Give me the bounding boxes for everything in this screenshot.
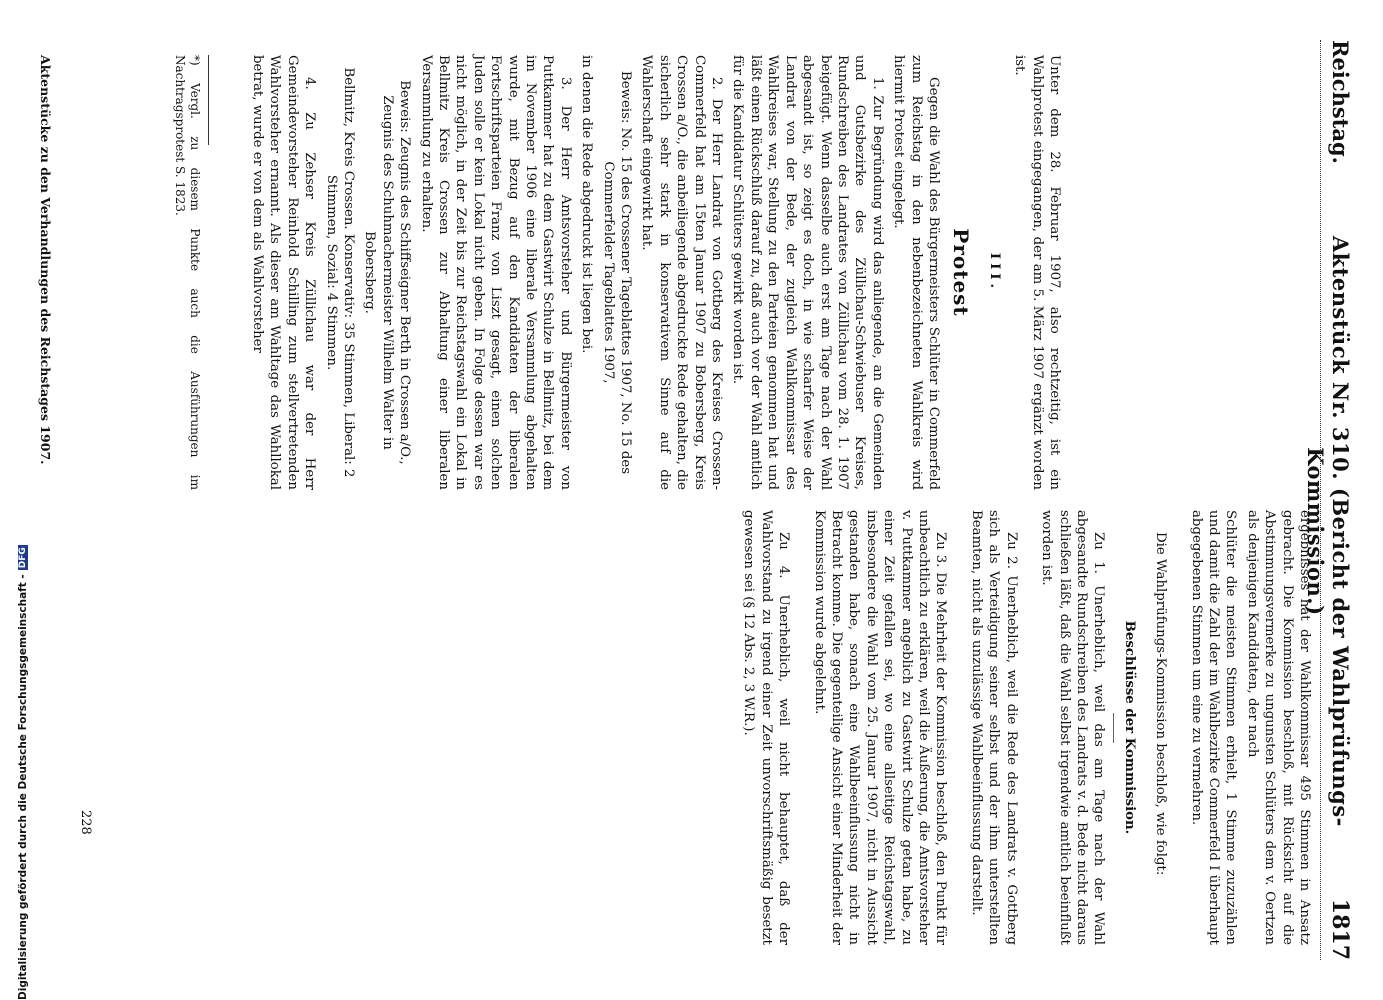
- bottom-page-number: 228: [78, 810, 93, 835]
- protest-evidence-2: Beweis: Zeugnis des Schiffseigner Berth in Crossen a/O., Zeugnis des Schuhmachermeister Wilhelm Walter in Bobersberg.: [362, 80, 413, 465]
- decision-1: Zu 1. Unerheblich, weil das am Tage nach der Wahl abgesandte Rundschreiben des Landrats v. d. Bede nicht daraus schließen läßt, daß die Wahl selbst irgendwie amtlich beeinflußt worden ist.: [1039, 510, 1107, 945]
- footer-line: Aktenstücke zu den Verhandlungen des Reichstages 1907.: [38, 55, 53, 465]
- credit-text: Digitalisierung gefördert durch die Deutsche Forschungsgemeinschaft -: [17, 574, 29, 1000]
- protest-p7: 4. Zu Zehser Kreis Züllichau war der Herr Gemeindevorsteher Reinhold Schilling zum stellvertretenden Wahlvorsteher ernannt. Als dieser am Wahltage das Wahllokal betrat, wurde er von dem als Wahlvorsteher: [249, 55, 318, 490]
- commission-intro: Die Wahlprüfungs-Kommission beschloß, wie folgt:: [1153, 532, 1169, 876]
- decision-2: Zu 2. Unerheblich, weil die Rede des Landrats v. Gottberg sich als Verteidigung seiner selbst und der ihm unterstellten Beamten, nicht als unzulässige Wahlbeeinflussung darstellt.: [968, 510, 1019, 945]
- protest-evidence-1b: in denen die Rede abgedruckt ist liegen bei.: [579, 55, 595, 354]
- protest-p2: 1. Zur Begründung wird das anliegende, an die Gemeinden und Gutsbezirke des Züllichau-Schwiebuser Kreises, Rundschreiben des Landrates von Züllichau vom 28. 1. 1907 beigefügt. Wenn dasselbe auch erst am Tage nach der Wahl abgesandt ist, so zeigt es doch, in wie scharfer Weise der Landrat von der Bede, der zugleich Wahlkommissar des Wahlkreises war, Stellung zu den Parteien genommen hat und läßt einen Rückschluß darauf zu, daß auch vor der Wahl amtlich für die Kandidatur Schlüters gewirkt worden ist.: [730, 55, 885, 490]
- protest-heading: Protest: [949, 228, 974, 317]
- footnote-rule: [208, 55, 209, 145]
- protest-column: [168, 55, 1313, 490]
- header-title: Aktenstück Nr. 310. (Bericht der Wahlprüfungs-Kommission.): [1303, 235, 1353, 827]
- intro-paragraph: Unter dem 28. Februar 1907, also rechtzeitig, ist ein Wahlprotest eingegangen, der am 5. März 1907 ergänzt worden ist.: [1012, 55, 1062, 490]
- digitization-credit: [15, 0, 31, 1000]
- dfg-logo: DFG: [18, 547, 28, 569]
- decision-3: Zu 3. Die Mehrheit der Kommission beschloß, den Punkt für unbeachtlich zu erklären, weil die Äußerung, die Amtsvorsteher v. Puttkammer angeblich zu Gastwirt Schulze getan habe, zu einer Zeit gefallen sei, wo eine allseitige Reichstagswahl, insbesondere die Wahl vom 25. Januar 1907, nicht in Aussicht gestanden habe, sonach eine Wahlbeeinflussung nicht in Betracht komme. Die gegenteilige Ansicht einer Minderheit der Kommission wurde abgelehnt.: [811, 510, 949, 945]
- protest-vote-counts: Bellmitz, Kreis Crossen. Konservativ: 35 Stimmen, Liberal: 2 Stimmen, Sozial: 4 Stimmen.: [323, 67, 356, 478]
- carryover-paragraph: ergebnisses hat der Wahlkommissar 495 Stimmen in Ansatz gebracht. Die Kommission beschloß, mit Rücksicht auf die Abstimmungsvermerke zu ungunsten Schlüters dem v. Oertzen als denjenigen Kandidaten, der nach: [1244, 510, 1312, 945]
- commission-column: [736, 510, 1313, 945]
- protest-p5: 3. Der Herr Amtsvorsteher und Bürgermeister von Puttkammer hat zu dem Gastwirt Schulze in Bellmitz, bei dem im November 1906 eine liberale Versammlung abgehalten wurde, mit Bezug auf den Kandidaten der liberalen Fortschriftsparteien Franz von Liszt gesagt, einen solchen Juden solle er kein Lokal nicht geben. In Folge dessen war es nicht möglich, in der Zeit bis zur Reichstagswahl ein Lokal in Bellmitz Kreis Crossen zur Abhaltung einer liberalen Versammlung zu erhalten.: [418, 55, 573, 490]
- carryover-paragraph-2: Schlüter die meisten Stimmen erhielt, 1 Stimme zuzuzählen und damit die Zahl der im Wahlbezirke Commerfeld I überhaupt abgegebenen Stimmen um eine zu vermehren.: [1188, 510, 1239, 945]
- decision-4: Zu 4. Unerheblich, weil nicht behauptet, daß der Wahlvorstand zu irgend einer Zeit unvorschriftsmäßig besetzt gewesen sei (§ 12 Abs. 2, 3 W.R.).: [741, 510, 792, 945]
- protest-evidence-1: Beweis: No. 15 des Crossener Tageblattes 1907, No. 15 des Commerfelder Tageblattes 1907,: [600, 70, 634, 475]
- protest-p3: 2. Der Herr Landrat von Gottberg des Kreises Crossen-Commerfeld hat am 15ten Januar 1907 zu Bobersberg, Kreis Crossen a/O., die anbeiliegende abgedruckte Rede gehalten, die sicherlich sehr stark in konservativem Sinne auf die Wahlerschaft eingewirkt hat.: [639, 55, 725, 490]
- section-number: III.: [986, 252, 1002, 293]
- footnote: *) Vergl. zu diesem Punkte auch die Ausführungen im Nachtragsprotest S. 1823.: [172, 55, 202, 490]
- page-header: [1303, 40, 1353, 960]
- header-rule: [1320, 40, 1321, 960]
- header-page-number: 1817: [1327, 898, 1353, 960]
- protest-p1: Gegen die Wahl des Bürgermeisters Schlüter in Commerfeld zum Reichstag in den nebenbezeichneten Wahlkreis wird hiermit Protest eingelegt.: [891, 55, 941, 490]
- heading-rule: [1113, 713, 1114, 743]
- header-left: Reichstag.: [1328, 40, 1353, 164]
- commission-heading: Beschlüsse der Kommission.: [1121, 620, 1137, 835]
